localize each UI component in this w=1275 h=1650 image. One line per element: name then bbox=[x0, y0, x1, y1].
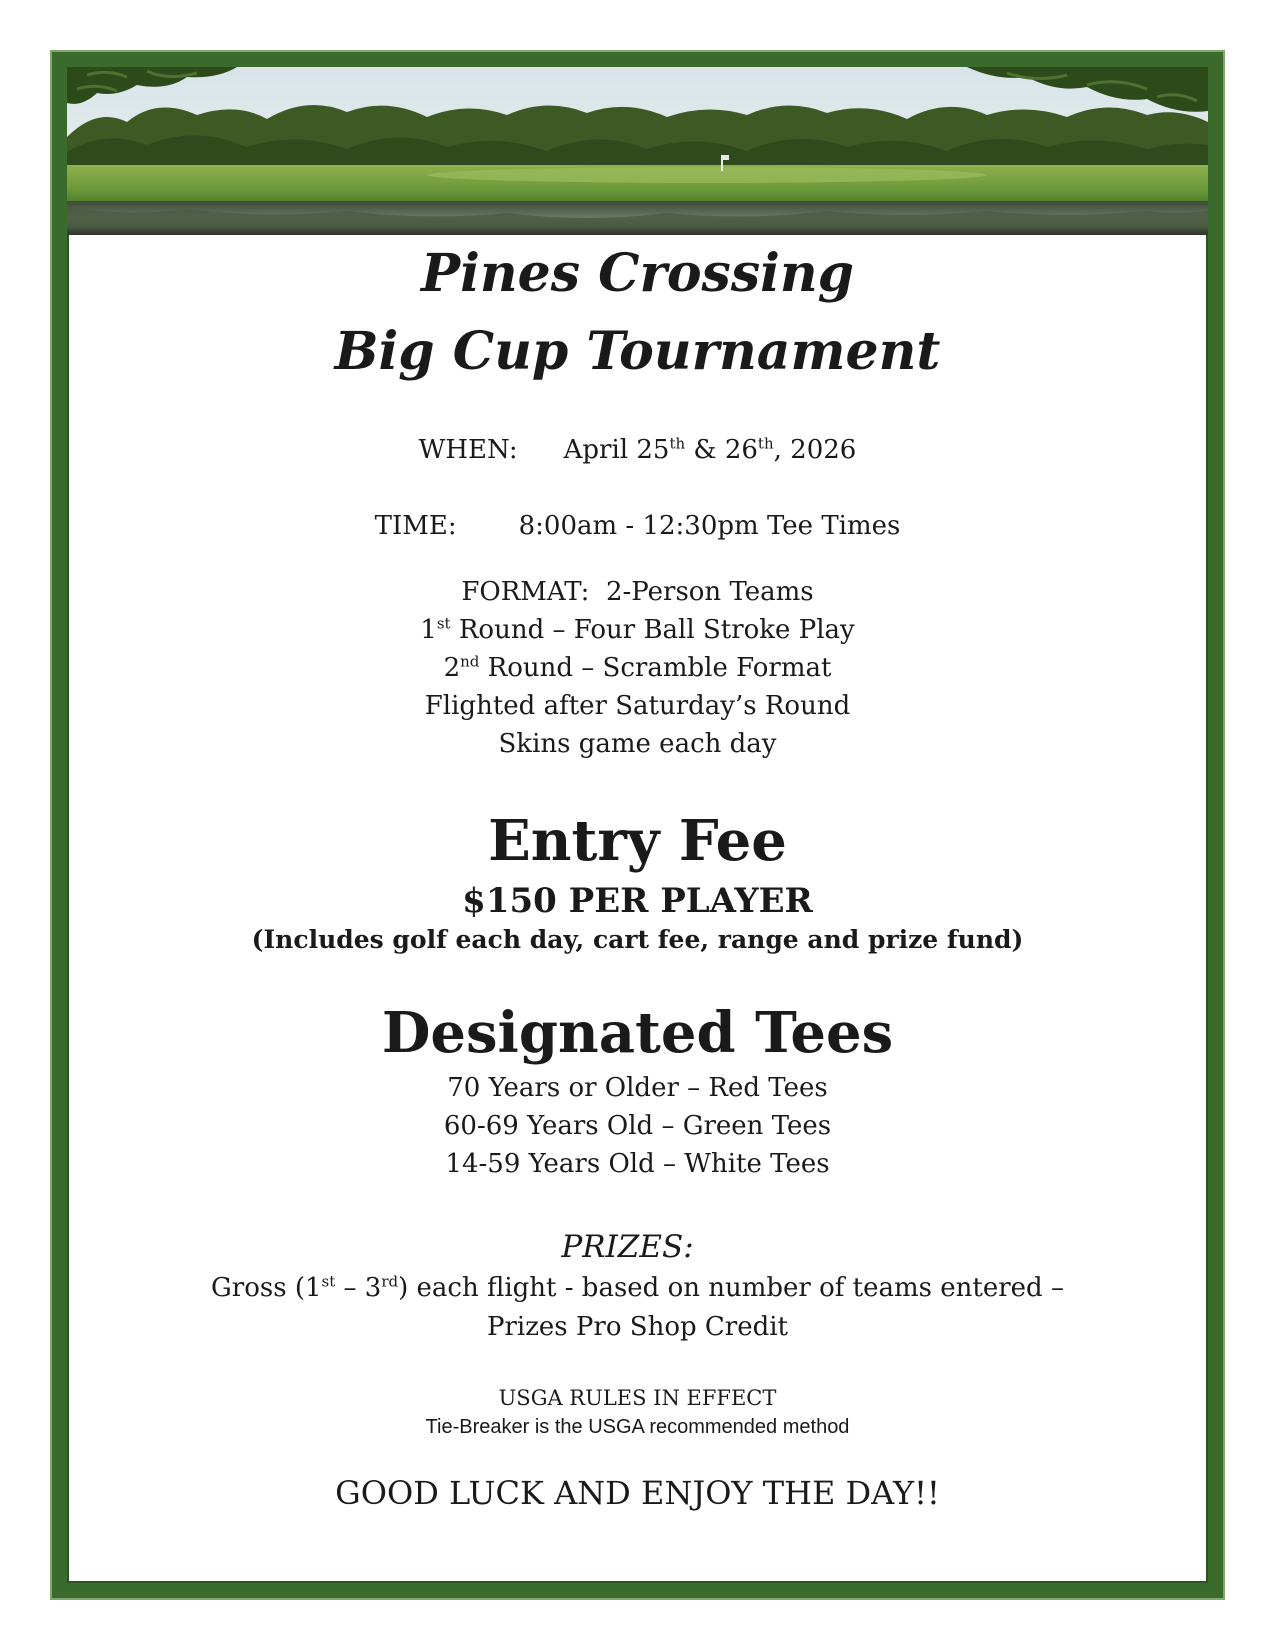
designated-tees-heading: Designated Tees bbox=[381, 1000, 894, 1066]
flyer-title-line2: Big Cup Tournament bbox=[334, 321, 941, 382]
format-row bbox=[67, 573, 1208, 611]
flyer-content bbox=[67, 235, 1208, 1515]
golf-course-banner-image bbox=[67, 67, 1208, 235]
usga-rules: USGA RULES IN EFFECT bbox=[498, 1386, 777, 1410]
entry-fee-amount: $150 PER PLAYER bbox=[462, 881, 813, 921]
format-round2: 2nd Round – Scramble Format bbox=[443, 652, 832, 683]
flyer-title-line1: Pines Crossing bbox=[420, 243, 855, 304]
format-label: FORMAT: bbox=[461, 577, 590, 607]
time-value: 8:00am - 12:30pm Tee Times bbox=[518, 511, 901, 541]
when-row bbox=[67, 431, 1208, 469]
time-label: TIME: bbox=[374, 511, 457, 541]
format-section bbox=[67, 573, 1208, 763]
when-value: April 25th & 26th, 2026 bbox=[563, 434, 857, 465]
when-label: WHEN: bbox=[418, 435, 518, 465]
tees-list bbox=[67, 1069, 1208, 1183]
entry-fee-heading: Entry Fee bbox=[488, 808, 787, 874]
prizes-line2: Prizes Pro Shop Credit bbox=[486, 1312, 788, 1342]
prizes-section bbox=[67, 1269, 1208, 1347]
tee-item-red: 70 Years or Older – Red Tees bbox=[447, 1073, 828, 1103]
tie-breaker-note: Tie-Breaker is the USGA recommended method bbox=[425, 1416, 850, 1438]
prizes-heading: PRIZES: bbox=[561, 1229, 694, 1265]
entry-fee-note: (Includes golf each day, cart fee, range and prize fund) bbox=[251, 925, 1024, 954]
page-border-frame bbox=[50, 50, 1225, 1600]
format-skins: Skins game each day bbox=[498, 729, 777, 759]
time-row bbox=[67, 507, 1208, 545]
tee-item-green: 60-69 Years Old – Green Tees bbox=[443, 1111, 832, 1141]
format-round1: 1st Round – Four Ball Stroke Play bbox=[420, 614, 855, 645]
page-inner bbox=[67, 67, 1208, 1583]
format-flighted: Flighted after Saturday’s Round bbox=[424, 691, 851, 721]
tee-item-white: 14-59 Years Old – White Tees bbox=[445, 1149, 830, 1179]
format-value: 2-Person Teams bbox=[605, 577, 814, 607]
prizes-line1: Gross (1st – 3rd) each flight - based on number of teams entered – bbox=[211, 1272, 1064, 1303]
closing-message: GOOD LUCK AND ENJOY THE DAY!! bbox=[335, 1474, 940, 1512]
